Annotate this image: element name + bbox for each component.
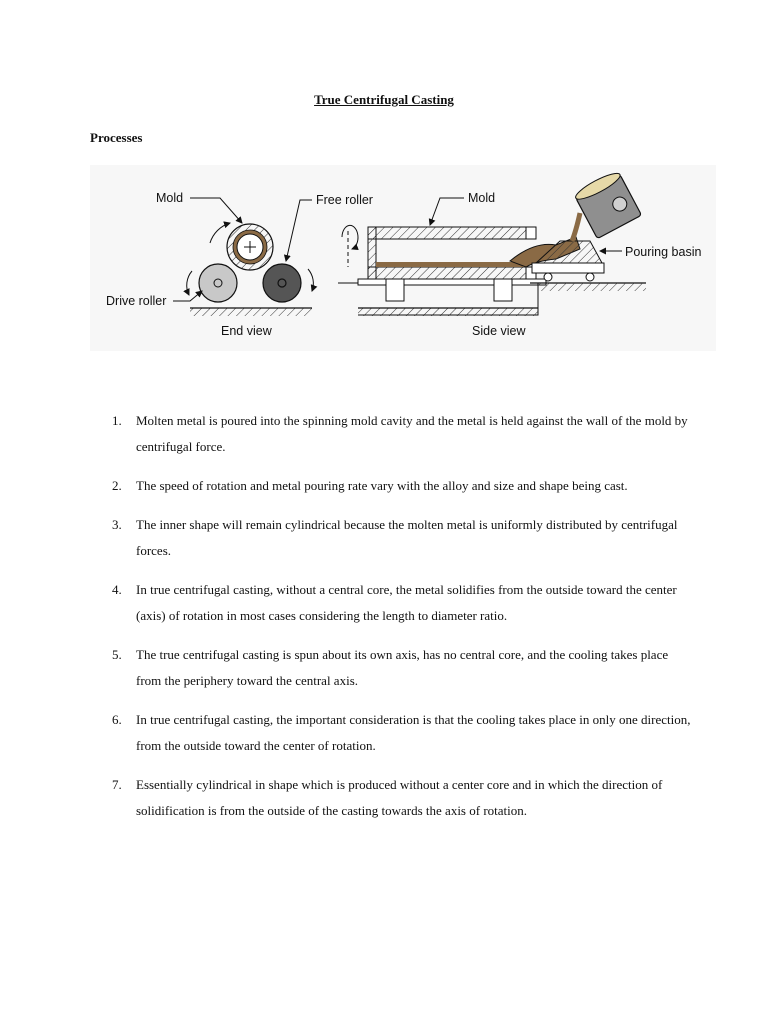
list-number: 3. (112, 517, 122, 532)
list-number: 7. (112, 777, 122, 792)
document-title: True Centrifugal Casting (314, 92, 454, 107)
list-number: 6. (112, 712, 122, 727)
label-pouring-basin: Pouring basin (625, 245, 702, 259)
list-number: 5. (112, 647, 122, 662)
label-side-view: Side view (472, 324, 526, 338)
list-item (112, 473, 692, 499)
label-mold-end: Mold (156, 191, 184, 205)
ground-hatch-left (190, 308, 312, 316)
label-end-view: End view (221, 324, 272, 338)
process-points-list (112, 408, 692, 837)
casting-diagram (90, 165, 716, 351)
list-item (112, 642, 692, 694)
label-mold-side: Mold (468, 191, 496, 205)
cart (532, 263, 604, 273)
list-text: In true centrifugal casting, without a central core, the metal solidifies from the outside toward the center (axis) of rotation in most cases considering the length to diameter ratio. (136, 582, 677, 623)
mold-tube-top-wall (368, 227, 530, 239)
label-free-roller: Free roller (316, 193, 373, 207)
list-text: Molten metal is poured into the spinning mold cavity and the metal is held against the wall of the mold by centrifugal force. (136, 413, 688, 454)
list-text: The true centrifugal casting is spun about its own axis, has no central core, and the cooling takes place from the periphery toward the central axis. (136, 647, 669, 688)
label-drive-roller: Drive roller (106, 294, 167, 308)
centrifugal-casting-figure (90, 165, 716, 351)
list-item (112, 707, 692, 759)
free-roller-shape (263, 264, 301, 302)
list-number: 1. (112, 413, 122, 428)
section-heading: Processes (90, 130, 143, 145)
list-text: Essentially cylindrical in shape which is produced without a center core and in which the direction of solidification is from the outside of the casting towards the axis of rotation. (136, 777, 663, 818)
list-text: In true centrifugal casting, the important consideration is that the cooling takes place in only one direction, from the outside toward the center of rotation. (136, 712, 691, 753)
list-item (112, 408, 692, 460)
list-item (112, 512, 692, 564)
mold-tube-bottom-wall (368, 267, 530, 279)
ground-hatch-right (538, 283, 646, 291)
list-text: The speed of rotation and metal pouring rate vary with the alloy and size and shape being cast. (136, 478, 628, 493)
list-item (112, 577, 692, 629)
molten-metal-layer (376, 262, 526, 267)
list-number: 4. (112, 582, 122, 597)
list-number: 2. (112, 478, 122, 493)
drive-roller-shape (199, 264, 237, 302)
list-text: The inner shape will remain cylindrical because the molten metal is uniformly distributed by centrifugal forces. (136, 517, 678, 558)
list-item (112, 772, 692, 824)
